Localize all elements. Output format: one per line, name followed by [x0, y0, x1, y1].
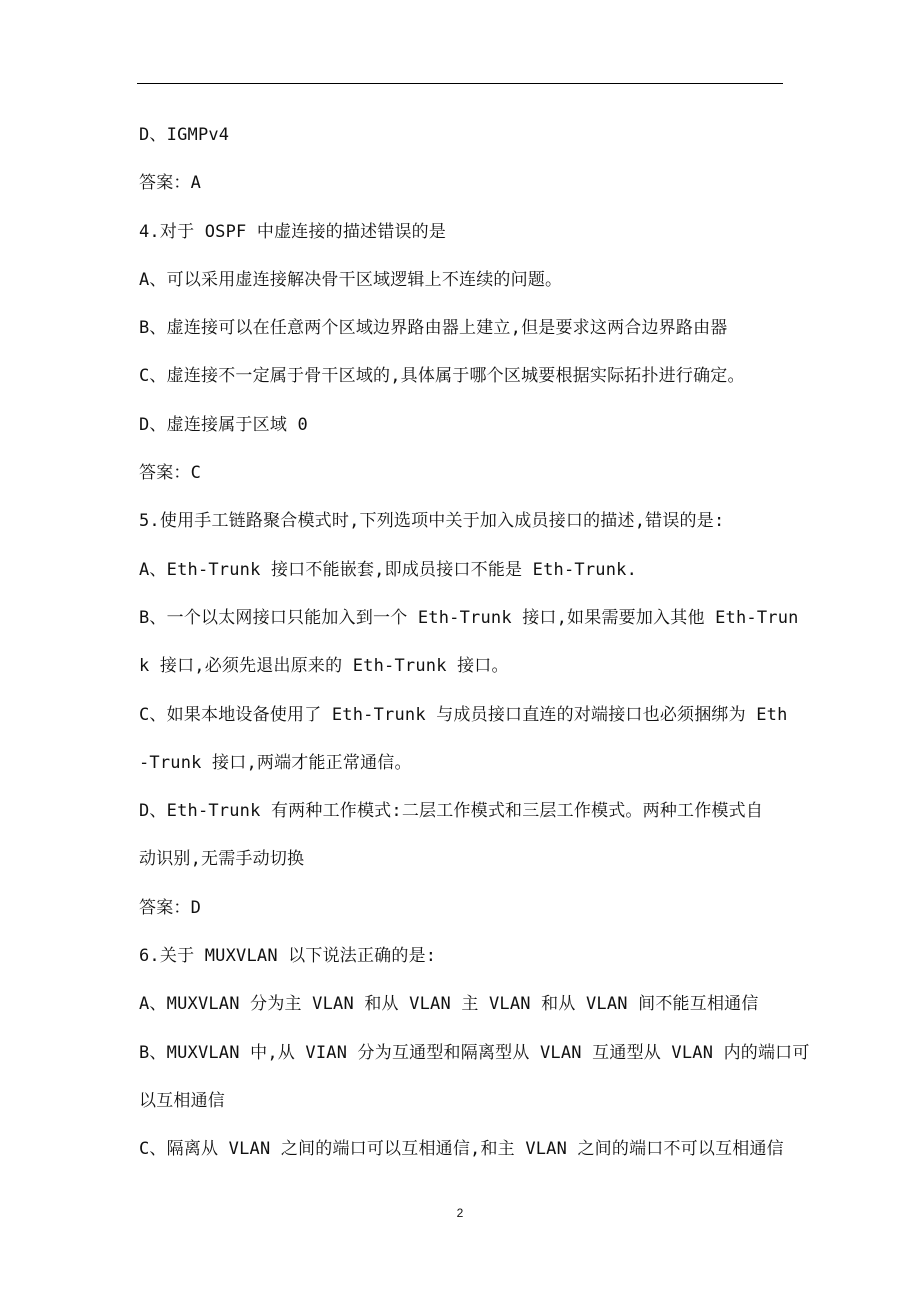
page-number: 2: [456, 1206, 464, 1220]
text-line: D、Eth-Trunk 有两种工作模式:二层工作模式和三层工作模式。两种工作模式自: [139, 801, 764, 822]
text-line: k 接口,必须先退出原来的 Eth-Trunk 接口。: [139, 656, 509, 677]
text-line: C、虚连接不一定属于骨干区域的,具体属于哪个区城要根据实际拓扑进行确定。: [139, 366, 745, 387]
text-line: B、虚连接可以在任意两个区域边界路由器上建立,但是要求这两合边界路由器: [139, 318, 728, 339]
text-line: A、MUXVLAN 分为主 VLAN 和从 VLAN 主 VLAN 和从 VLAN 间不能互相通信: [139, 994, 759, 1015]
text-line: 答案：C: [139, 463, 202, 484]
text-line: 答案：A: [139, 173, 202, 194]
text-line: C、隔离从 VLAN 之间的端口可以互相通信,和主 VLAN 之间的端口不可以互相通信: [139, 1139, 784, 1160]
text-line: B、一个以太网接口只能加入到一个 Eth-Trunk 接口,如果需要加入其他 Eth-Trun: [139, 607, 799, 628]
text-body: [139, 117, 810, 1180]
text-line: 6.关于 MUXVLAN 以下说法正确的是:: [139, 946, 437, 967]
text-line: 以互相通信: [139, 1090, 225, 1111]
text-line: 动识别,无需手动切换: [139, 849, 305, 870]
text-line: A、可以采用虚连接解决骨干区域逻辑上不连续的问题。: [139, 269, 563, 290]
text-line: D、虚连接属于区域 0: [139, 414, 308, 435]
text-line: B、MUXVLAN 中,从 VIAN 分为互通型和隔离型从 VLAN 互通型从 VLAN 内的端口可: [139, 1042, 810, 1063]
text-line: D、IGMPv4: [139, 125, 230, 145]
text-line: 答案：D: [139, 897, 202, 918]
text-line: A、Eth-Trunk 接口不能嵌套,即成员接口不能是 Eth-Trunk.: [139, 559, 638, 580]
text-line: 5.使用手工链路聚合模式时,下列选项中关于加入成员接口的描述,错误的是:: [139, 511, 725, 532]
header-rule: [137, 83, 783, 84]
text-line: 4.对于 OSPF 中虚连接的描述错误的是: [139, 221, 447, 242]
text-line: C、如果本地设备使用了 Eth-Trunk 与成员接口直连的对端接口也必须捆绑为 Eth: [139, 704, 788, 725]
text-line: -Trunk 接口,两端才能正常通信。: [139, 752, 412, 773]
